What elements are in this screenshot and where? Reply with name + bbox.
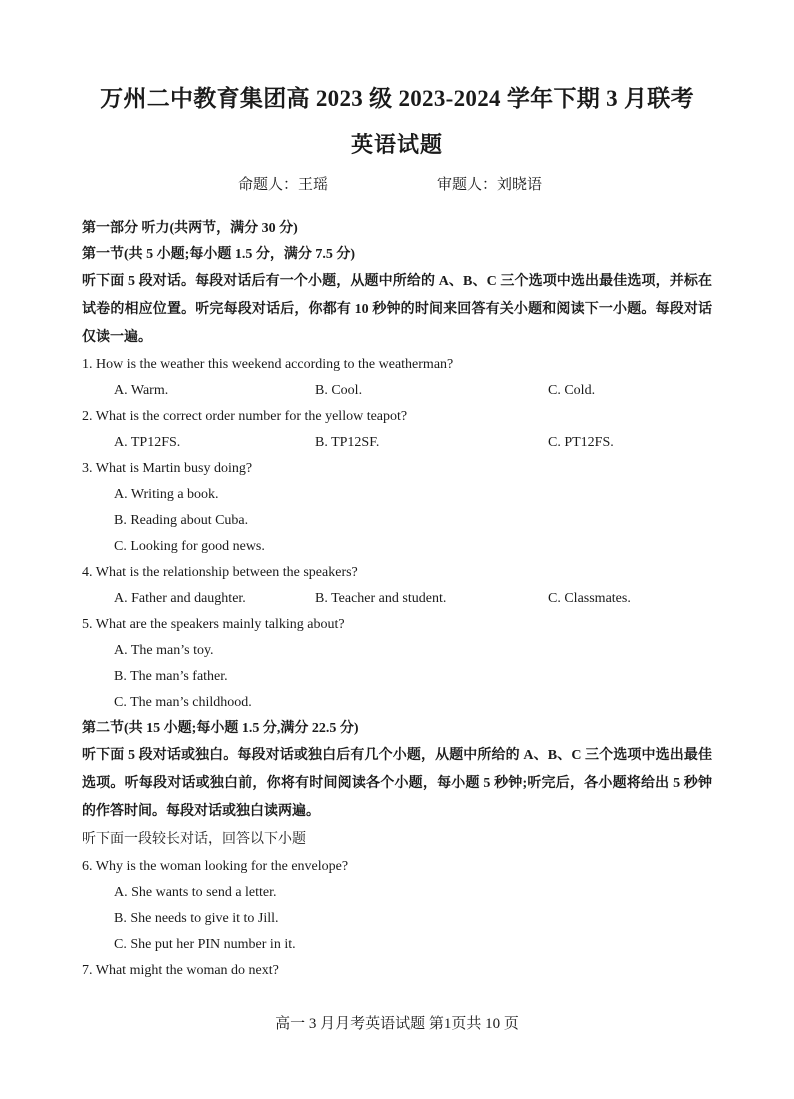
question-2-stem: 2. What is the correct order number for the yellow teapot? xyxy=(82,409,408,424)
question-3-stem: 3. What is Martin busy doing? xyxy=(82,461,253,476)
option-b: B. Cool. xyxy=(315,383,363,398)
section1-instructions: 听下面 5 段对话。每段对话后有一个小题，从题中所给的 A、B、C 三个选项中选出最佳选项，并标在试卷的相应位置。听完每段对话后，你都有 10 秒钟的时间来回答有关小题和阅读下一小题。每段对话仅读一遍。 xyxy=(82,274,712,345)
question-5-stem: 5. What are the speakers mainly talking about? xyxy=(82,617,345,632)
option-a: A. Writing a book. xyxy=(114,487,219,502)
option-a: A. Father and daughter. xyxy=(114,591,246,606)
page-footer: 高一 3 月月考英语试题 第1页共 10 页 xyxy=(275,1016,519,1032)
option-b: B. She needs to give it to Jill. xyxy=(114,911,279,926)
exam-subtitle: 英语试题 xyxy=(350,132,443,157)
question-4-options xyxy=(82,586,712,612)
question-2-options xyxy=(82,430,712,456)
question-4-stem: 4. What is the relationship between the speakers? xyxy=(82,565,358,580)
option-c: C. PT12FS. xyxy=(548,435,614,450)
section2-instructions: 听下面 5 段对话或独白。每段对话或独白后有几个小题，从题中所给的 A、B、C 三个选项中选出最佳选项。听每段对话或独白前，你将有时间阅读各个小题，每小题 5 秒钟;听完后，各小题将给出 5 秒钟的作答时间。每段对话或独白读两遍。 xyxy=(82,748,712,819)
option-c: C. She put her PIN number in it. xyxy=(114,937,296,952)
question-6-stem: 6. Why is the woman looking for the envelope? xyxy=(82,859,349,874)
option-a: A. The man’s toy. xyxy=(114,643,214,658)
option-a: A. TP12FS. xyxy=(114,435,181,450)
exam-content xyxy=(82,216,712,984)
section2-prompt: 听下面一段较长对话，回答以下小题 xyxy=(82,832,306,847)
option-b: B. The man’s father. xyxy=(114,669,228,684)
part1-heading: 第一部分 听力(共两节，满分 30 分) xyxy=(82,221,298,236)
question-7-stem: 7. What might the woman do next? xyxy=(82,963,279,978)
option-c: C. Classmates. xyxy=(548,591,631,606)
section2-heading: 第二节(共 15 小题;每小题 1.5 分,满分 22.5 分) xyxy=(82,721,359,736)
option-b: B. TP12SF. xyxy=(315,435,380,450)
exam-title: 万州二中教育集团高 2023 级 2023-2024 学年下期 3 月联考 xyxy=(100,86,694,111)
option-b: B. Teacher and student. xyxy=(315,591,447,606)
author-name: 命题人：王瑶 xyxy=(238,177,329,193)
option-a: A. She wants to send a letter. xyxy=(114,885,277,900)
option-b: B. Reading about Cuba. xyxy=(114,513,249,528)
question-1-options xyxy=(82,378,712,404)
option-c: C. The man’s childhood. xyxy=(114,695,252,710)
option-a: A. Warm. xyxy=(114,383,169,398)
reviewer-name: 审题人：刘晓语 xyxy=(437,177,543,193)
section1-heading: 第一节(共 5 小题;每小题 1.5 分，满分 7.5 分) xyxy=(82,247,355,262)
option-c: C. Looking for good news. xyxy=(114,539,265,554)
option-c: C. Cold. xyxy=(548,383,596,398)
question-1-stem: 1. How is the weather this weekend according to the weatherman? xyxy=(82,357,454,372)
